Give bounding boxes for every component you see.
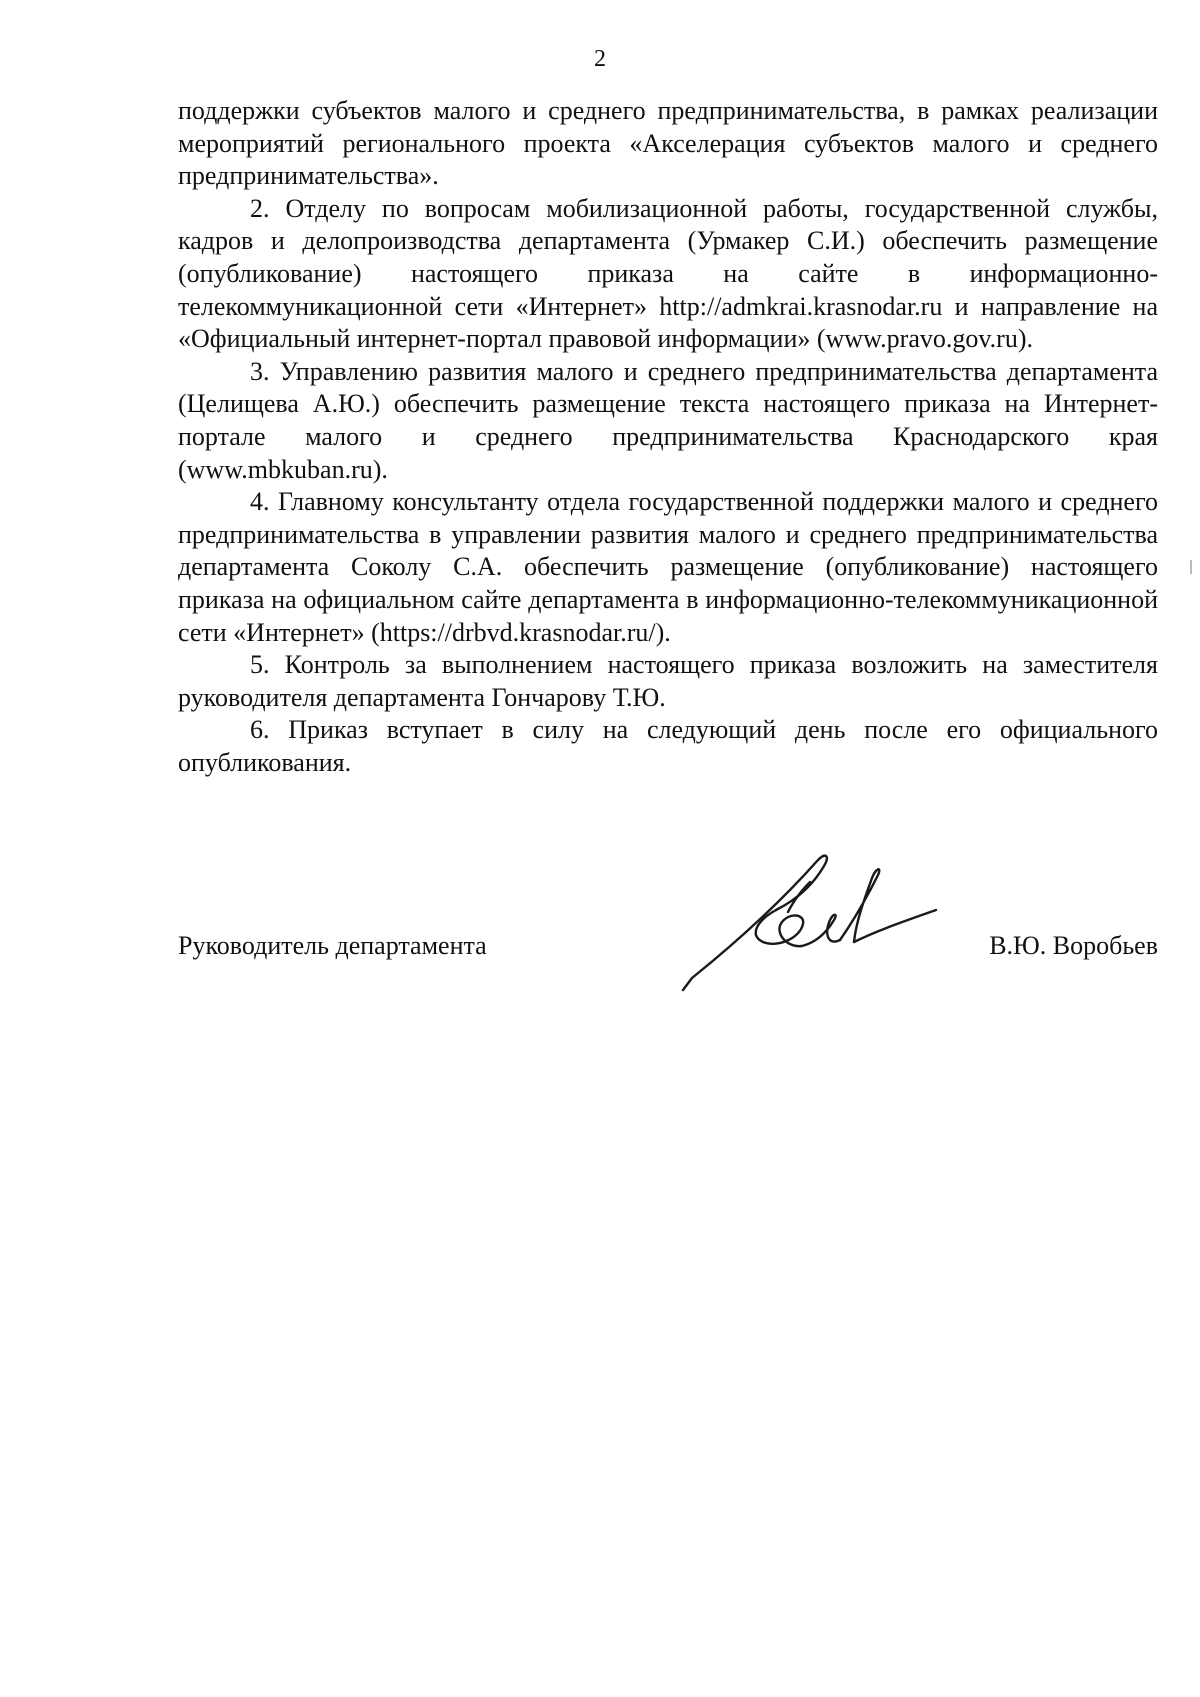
paragraph-item-6: 6. Приказ вступает в силу на следующий день после его официального опубликования. — [178, 715, 1158, 777]
paragraph-item-2: 2. Отделу по вопросам мобилизационной работы, государственной службы, кадров и делопроизводства департамента (Урмакер С.И.) обеспечить размещение (опубликование) настоящего приказа на сайте в информационно-телекоммуникационной сети «Интернет» http://admkrai.krasnodar.ru и направление на «Официальный интернет-портал правовой информации» (www.pravo.gov.ru). — [178, 193, 1158, 354]
paragraph-item-4: 4. Главному консультанту отдела государственной поддержки малого и среднего предпринимательства в управлении развития малого и среднего предпринимательства департамента Соколу С.А. обеспечить размещение (опубликование) настоящего приказа на официальном сайте департамента в информационно-телекоммуникационной сети «Интернет» (https://drbvd.krasnodar.ru/). — [178, 487, 1158, 647]
signer-position: Руководитель департамента — [178, 931, 487, 960]
paragraph-item-3: 3. Управлению развития малого и среднего предпринимательства департамента (Целищева А.Ю.) обеспечить размещение текста настоящего приказа на Интернет-портале малого и среднего предпринимательства Краснодарского края (www.mbkuban.ru). — [178, 356, 1158, 484]
page-number: 2 — [594, 46, 606, 72]
scan-margin-mark — [1190, 560, 1192, 574]
signer-name: В.Ю. Воробьев — [989, 931, 1158, 960]
paragraph-continuation: поддержки субъектов малого и среднего предпринимательства, в рамках реализации мероприятий регионального проекта «Акселерация субъектов малого и среднего предпринимательства». — [178, 96, 1158, 191]
handwritten-signature-icon — [678, 850, 938, 995]
signature-block — [178, 850, 1158, 990]
paragraph-item-5: 5. Контроль за выполнением настоящего приказа возложить на заместителя руководителя департамента Гончарову Т.Ю. — [178, 650, 1158, 712]
document-body — [178, 95, 1158, 779]
